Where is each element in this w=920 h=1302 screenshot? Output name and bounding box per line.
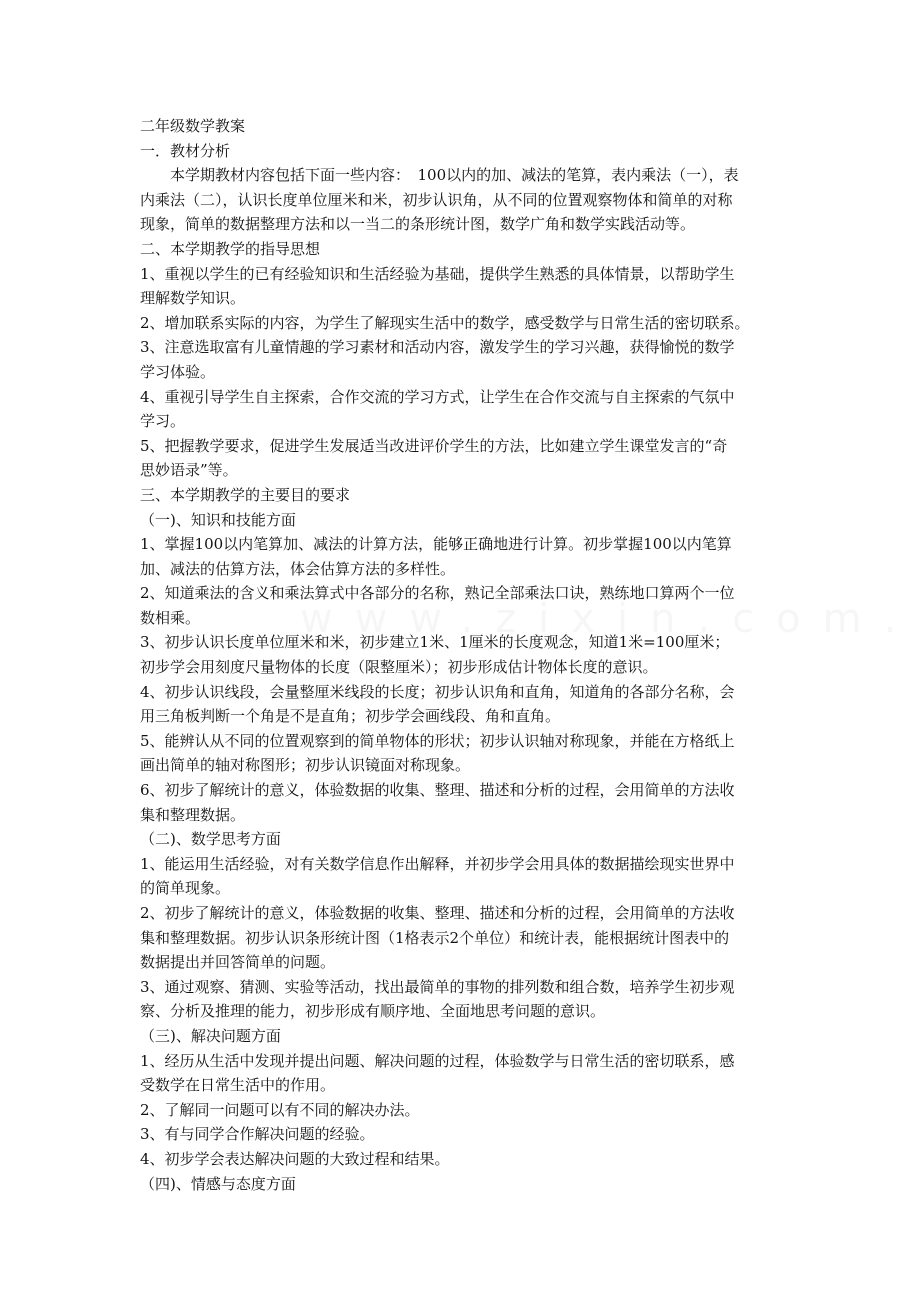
- text-line: 集和整理数据。: [140, 805, 246, 824]
- text-line: 初步学会用刻度尺量物体的长度（限整厘米）；初步形成估计物体长度的意识。: [140, 658, 658, 677]
- text-line: 3、初步认识长度单位厘米和米，初步建立1米、1厘米的长度观念，知道1米=100厘米；: [140, 633, 730, 652]
- text-line: 受数学在日常生活中的作用。: [140, 1076, 336, 1095]
- text-line: 1、重视以学生的已有经验知识和生活经验为基础，提供学生熟悉的具体情景，以帮助学生: [140, 264, 735, 283]
- text-line: 2、知道乘法的含义和乘法算式中各部分的名称，熟记全部乘法口诀，熟练地口算两个一位: [140, 584, 735, 603]
- text-line: 画出简单的轴对称图形；初步认识镜面对称现象。: [140, 756, 471, 775]
- text-line: 2、了解同一问题可以有不同的解决办法。: [140, 1100, 420, 1119]
- text-line: 3、通过观察、猜测、实验等活动，找出最简单的事物的排列数和组合数，培养学生初步观: [140, 977, 735, 996]
- text-line: 2、增加联系实际的内容，为学生了解现实生活中的数学，感受数学与日常生活的密切联系。: [140, 313, 750, 332]
- text-line: 4、初步认识线段，会量整厘米线段的长度；初步认识角和直角，知道角的各部分名称，会: [140, 682, 735, 701]
- text-line: 5、能辨认从不同的位置观察到的简单物体的形状；初步认识轴对称现象，并能在方格纸上: [140, 731, 735, 750]
- section-heading: 二、本学期教学的指导思想: [140, 239, 321, 258]
- text-line: 数相乘。: [140, 608, 201, 627]
- text-line: 察、分析及推理的能力，初步形成有顺序地、全面地思考问题的意识。: [140, 1002, 606, 1021]
- text-line: 4、初步学会表达解决问题的大致过程和结果。: [140, 1149, 450, 1168]
- text-line: 的简单现象。: [140, 879, 231, 898]
- subsection-heading: （四)、情感与态度方面: [140, 1174, 296, 1193]
- text-line: 现象，简单的数据整理方法和以一当二的条形统计图，数学广角和数学实践活动等。: [140, 215, 696, 234]
- text-line: 集和整理数据。初步认识条形统计图（1格表示2个单位）和统计表，能根据统计图表中的: [140, 928, 730, 947]
- text-line: 用三角板判断一个角是不是直角；初步学会画线段、角和直角。: [140, 707, 561, 726]
- subsection-heading: （一)、知识和技能方面: [140, 510, 296, 529]
- subsection-heading: （二)、数学思考方面: [140, 830, 281, 849]
- text-line: 3、有与同学合作解决问题的经验。: [140, 1125, 375, 1144]
- text-line: 4、重视引导学生自主探索，合作交流的学习方式，让学生在合作交流与自主探索的气氛中: [140, 387, 735, 406]
- subsection-heading: （三)、解决问题方面: [140, 1026, 281, 1045]
- text-line: 加、减法的估算方法，体会估算方法的多样性。: [140, 559, 456, 578]
- text-line: 1、能运用生活经验，对有关数学信息作出解释，并初步学会用具体的数据描绘现实世界中: [140, 854, 735, 873]
- text-line: 1、经历从生活中发现并提出问题、解决问题的过程，体验数学与日常生活的密切联系，感: [140, 1051, 735, 1070]
- text-line: 3、注意选取富有儿童情趣的学习素材和活动内容，激发学生的学习兴趣，获得愉悦的数学: [140, 338, 735, 357]
- text-line: 1、掌握100以内笔算加、减法的计算方法，能够正确地进行计算。初步掌握100以内笔算: [140, 535, 732, 554]
- text-line: 数据提出并回答简单的问题。: [140, 953, 336, 972]
- text-line: 学习体验。: [140, 362, 216, 381]
- section-heading: 三、本学期教学的主要目的要求: [140, 485, 351, 504]
- document-body: [140, 114, 785, 1196]
- section-heading: 一．教材分析: [140, 141, 231, 160]
- text-line: 理解数学知识。: [140, 289, 246, 308]
- text-line: 2、初步了解统计的意义，体验数据的收集、整理、描述和分析的过程，会用简单的方法收: [140, 904, 735, 922]
- text-line: 本学期教材内容包括下面一些内容： 100以内的加、减法的笔算，表内乘法（一），表: [140, 166, 739, 185]
- document-title: 二年级数学教案: [140, 117, 246, 135]
- text-line: 5、把握教学要求，促进学生发展适当改进评价学生的方法，比如建立学生课堂发言的“奇: [140, 436, 728, 455]
- text-line: 学习。: [140, 412, 186, 431]
- text-line: 思妙语录”等。: [140, 461, 238, 480]
- text-line: 6、初步了解统计的意义，体验数据的收集、整理、描述和分析的过程，会用简单的方法收: [140, 781, 735, 800]
- text-line: 内乘法（二），认识长度单位厘米和米，初步认识角，从不同的位置观察物体和简单的对称: [140, 190, 733, 209]
